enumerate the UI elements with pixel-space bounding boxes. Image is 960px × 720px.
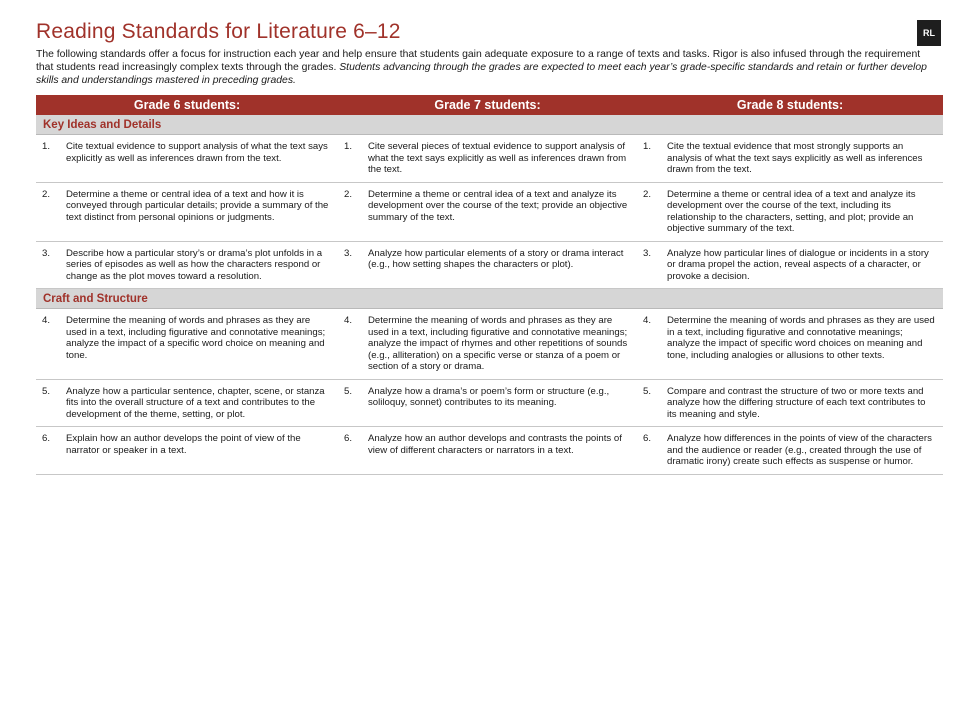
standard-number: 1.	[643, 141, 652, 152]
grade-6-header: Grade 6 students:	[36, 95, 338, 115]
standard-text: Determine the meaning of words and phrases as they are used in a text, including figurative and connotative meanings; analyze the impact of rhymes and other repetitions of sounds (e.g., alliteration) on a specific verse or stanza of a poem or section of a story or drama.	[368, 315, 628, 372]
standard-cell-grade-7	[338, 379, 637, 427]
standard-text: Determine a theme or central idea of a text and analyze its development over the course of the text; provide an objective summary of the text.	[368, 188, 628, 223]
standard-number: 1.	[344, 141, 353, 152]
standard-text: Cite textual evidence to support analysis of what the text says explicitly as well as inferences drawn from the text.	[66, 141, 328, 164]
standard-cell-grade-7	[338, 241, 637, 289]
standard-cell-grade-6	[36, 427, 338, 475]
standard-text: Analyze how particular lines of dialogue or incidents in a story or drama propel the action, reveal aspects of a character, or provoke a decision.	[667, 247, 929, 282]
standard-text: Determine a theme or central idea of a text and how it is conveyed through particular details; provide a summary of the text distinct from personal opinions or judgments.	[66, 188, 329, 223]
grade-7-header: Grade 7 students:	[338, 95, 637, 115]
standard-text: Cite the textual evidence that most strongly supports an analysis of what the text says explicitly as well as inferences drawn from the text.	[667, 141, 923, 175]
standard-cell-grade-8	[637, 135, 943, 183]
document-page	[36, 18, 944, 475]
standard-text: Analyze how particular elements of a story or drama interact (e.g., how setting shapes the characters or plot).	[368, 247, 624, 270]
standard-item	[338, 141, 629, 176]
standard-cell-grade-7	[338, 309, 637, 380]
standard-number: 3.	[42, 247, 51, 259]
standard-item	[637, 248, 935, 283]
standard-text: Determine a theme or central idea of a text and analyze its development over the course of the text, including its relationship to the characters, setting, and plot; provide an objective summary of the text.	[667, 188, 916, 234]
section-row	[36, 115, 943, 135]
standards-table	[36, 95, 943, 475]
standard-item	[338, 248, 629, 271]
standard-text: Compare and contrast the structure of two or more texts and analyze how the differing structure of each text contributes to its meaning and style.	[667, 385, 926, 420]
standard-text: Determine the meaning of words and phrases as they are used in a text, including figurative and connotative meanings; analyze the impact of a specific word choice on meaning and tone.	[66, 315, 326, 361]
standard-item	[36, 315, 330, 361]
standard-number: 6.	[42, 433, 51, 444]
standard-item	[36, 189, 330, 224]
table-body	[36, 115, 943, 474]
section-title: Craft and Structure	[36, 289, 943, 309]
standard-cell-grade-6	[36, 182, 338, 241]
standard-item	[338, 315, 629, 373]
standard-item	[36, 386, 330, 421]
standard-cell-grade-7	[338, 135, 637, 183]
page-title: Reading Standards for Literature 6–12	[36, 20, 401, 43]
standard-cell-grade-8	[637, 241, 943, 289]
standard-row	[36, 241, 943, 289]
standard-row	[36, 135, 943, 183]
rl-badge: RL	[917, 20, 941, 46]
standard-cell-grade-6	[36, 135, 338, 183]
section-title: Key Ideas and Details	[36, 115, 943, 135]
standard-cell-grade-6	[36, 379, 338, 427]
intro-italic-text: Students advancing through the grades are expected to meet each year’s grade-specific standards and retain or further develop skills and understandings mastered in preceding grades.	[36, 62, 927, 86]
standard-row	[36, 182, 943, 241]
standard-item	[637, 315, 935, 361]
intro-paragraph	[36, 48, 936, 87]
standard-number: 4.	[643, 315, 652, 326]
standard-text: Cite several pieces of textual evidence to support analysis of what the text says explicitly as well as inferences drawn from the text.	[368, 141, 627, 175]
standard-number: 1.	[42, 141, 51, 152]
standard-number: 5.	[42, 385, 51, 397]
intro-text: The following standards offer a focus for instruction each year and help ensure that students gain adequate exposure to a range of texts and tasks. Rigor is also infused through the requirement that students read increasingly complex texts through the grades.	[36, 49, 921, 73]
standard-item	[637, 386, 935, 421]
standard-item	[637, 433, 935, 468]
standard-text: Determine the meaning of words and phrases as they are used in a text, including figurative and connotative meanings; analyze the impact of specific word choices on meaning and tone, including analogies or allusions to other texts.	[667, 315, 935, 361]
header-row	[36, 95, 943, 115]
standard-cell-grade-6	[36, 241, 338, 289]
standard-item	[637, 141, 935, 176]
standard-item	[36, 433, 330, 456]
standard-row	[36, 309, 943, 380]
standard-item	[338, 189, 629, 224]
standard-number: 3.	[643, 247, 652, 259]
standard-text: Analyze how differences in the points of view of the characters and the audience or reader (e.g., created through the use of dramatic irony) create such effects as suspense or humor.	[667, 433, 932, 467]
standard-text: Analyze how a drama’s or poem’s form or structure (e.g., soliloquy, sonnet) contributes to its meaning.	[368, 385, 610, 408]
standard-cell-grade-7	[338, 182, 637, 241]
standard-number: 2.	[344, 188, 353, 200]
standard-item	[338, 386, 629, 409]
standard-number: 2.	[42, 188, 51, 200]
standard-cell-grade-8	[637, 427, 943, 475]
standard-number: 6.	[643, 433, 652, 444]
standard-cell-grade-8	[637, 309, 943, 380]
standard-item	[338, 433, 629, 456]
standard-item	[637, 189, 935, 235]
section-row	[36, 289, 943, 309]
standard-number: 5.	[643, 385, 652, 397]
standard-number: 4.	[344, 315, 353, 326]
standard-item	[36, 248, 330, 283]
standard-number: 4.	[42, 315, 51, 326]
standard-cell-grade-8	[637, 182, 943, 241]
standard-cell-grade-8	[637, 379, 943, 427]
grade-8-header: Grade 8 students:	[637, 95, 943, 115]
standard-cell-grade-6	[36, 309, 338, 380]
standard-number: 2.	[643, 188, 652, 200]
standard-text: Describe how a particular story’s or drama’s plot unfolds in a series of episodes as well as how the characters respond or change as the plot moves toward a resolution.	[66, 247, 323, 282]
standard-text: Analyze how a particular sentence, chapter, scene, or stanza fits into the overall structure of a text and contributes to the development of the theme, setting, or plot.	[66, 385, 325, 420]
standard-number: 6.	[344, 433, 353, 444]
standard-number: 3.	[344, 247, 353, 259]
standard-number: 5.	[344, 385, 353, 397]
standard-text: Explain how an author develops the point of view of the narrator or speaker in a text.	[66, 433, 301, 456]
standard-text: Analyze how an author develops and contrasts the points of view of different characters or narrators in a text.	[368, 433, 622, 456]
standard-row	[36, 379, 943, 427]
standard-cell-grade-7	[338, 427, 637, 475]
standard-row	[36, 427, 943, 475]
standard-item	[36, 141, 330, 164]
